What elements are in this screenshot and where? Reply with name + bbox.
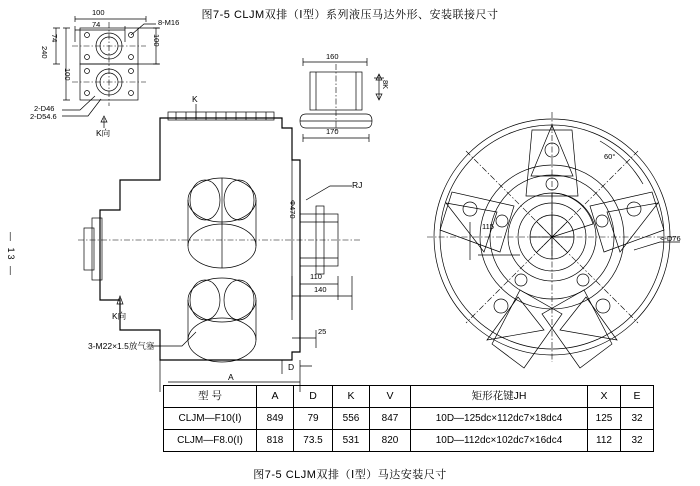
dim-8k: 8K [381, 80, 390, 90]
dia-470: Φ470 [288, 200, 297, 219]
port-note-2: 2-D54.6 [30, 112, 57, 121]
dim-25: 25 [318, 327, 327, 336]
view-k-top: K向 [96, 128, 111, 138]
dim-74-top: 74 [92, 20, 101, 29]
th-spline: 矩形花键JH [411, 386, 588, 408]
dim-240: 240 [40, 46, 49, 59]
table-header-row [164, 386, 654, 408]
mark-rj: RJ [352, 180, 363, 190]
table-row [164, 430, 654, 452]
dim-100-right: 100 [152, 34, 161, 47]
cell-v: 820 [370, 430, 411, 452]
dim-74-left: 74 [50, 34, 59, 43]
cell-x: 112 [588, 430, 621, 452]
dim-140: 140 [314, 285, 327, 294]
cell-d: 73.5 [294, 430, 333, 452]
th-x: X [588, 386, 621, 408]
cell-k: 556 [333, 408, 370, 430]
bolt-note: 8-M16 [158, 18, 180, 27]
angle-60: 60° [604, 152, 616, 161]
page-number: — 13 — [6, 232, 16, 278]
th-a: A [257, 386, 294, 408]
cell-spline: 10D—125dc×112dc7×18dc4 [411, 408, 588, 430]
thread-note: 3-M22×1.5放气塞 [88, 341, 155, 351]
cell-a: 818 [257, 430, 294, 452]
cell-d: 79 [294, 408, 333, 430]
th-v: V [370, 386, 411, 408]
table-row [164, 408, 654, 430]
mark-k: K [192, 94, 198, 104]
dim-100-left: 100 [63, 68, 72, 81]
cell-x: 125 [588, 408, 621, 430]
dim-115: 115 [482, 222, 494, 231]
dim-110: 110 [310, 272, 322, 281]
cell-model: CLJM—F10(Ⅰ) [164, 408, 257, 430]
th-d: D [294, 386, 333, 408]
spec-table [163, 385, 654, 452]
cell-k: 531 [333, 430, 370, 452]
cell-spline: 10D—112dc×102dc7×16dc4 [411, 430, 588, 452]
port-note-1: 2-D46 [34, 104, 55, 113]
figure-title: 图7-5 CLJM双排（Ⅰ型）系列液压马达外形、安装联接尺寸 [201, 9, 499, 21]
cell-a: 849 [257, 408, 294, 430]
hole-note: <-D76 [660, 234, 681, 243]
cell-model: CLJM—F8.0(Ⅰ) [164, 430, 257, 452]
dim-170: 170 [326, 127, 339, 136]
cell-v: 847 [370, 408, 411, 430]
th-k: K [333, 386, 370, 408]
figure-caption: 图7-5 CLJM双排（Ⅰ型）马达安装尺寸 [253, 469, 447, 481]
dim-d: D [288, 362, 295, 372]
th-model: 型 号 [164, 386, 257, 408]
dim-160: 160 [326, 52, 339, 61]
top-center-block [300, 58, 384, 142]
cell-e: 32 [621, 408, 654, 430]
th-e: E [621, 386, 654, 408]
cell-e: 32 [621, 430, 654, 452]
dim-100-top: 100 [92, 8, 105, 17]
dim-a: A [228, 372, 234, 382]
view-k-bottom: K向 [112, 311, 127, 321]
radial-piston-front-view [427, 112, 680, 368]
